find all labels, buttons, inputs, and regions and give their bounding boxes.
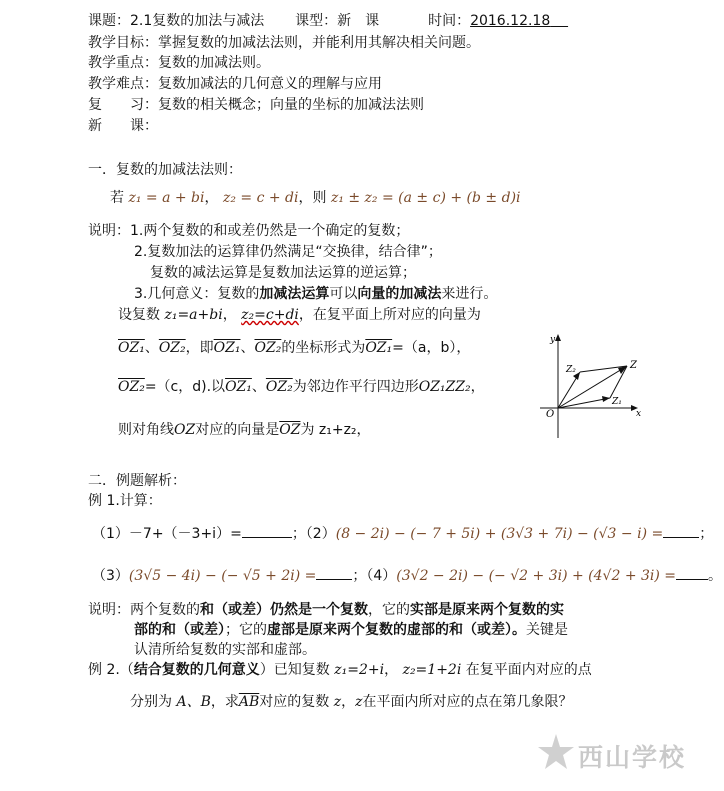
rule-formula: z₁ ± z₂ = (a ± c) + (b ± d)i [330,190,521,206]
lesson-type: 课型：新 课 [295,13,380,29]
geom-l2-val: =（a，b）， [392,340,471,356]
explain-c: ，它的 [368,602,410,618]
geom-l1-b: ，在复平面上所对应的向量为 [298,307,481,323]
q3-expression: (3√5 − 4i) − (− √5 + 2i) = [128,568,317,584]
section2-heading: 二．例题解析： [88,473,186,489]
geom-l4-a: 则对角线 [118,422,174,438]
parallelogram-name: OZ₁ZZ₂ [418,379,471,395]
y-label: y [550,335,556,345]
note-4-d: 向量的加减法 [357,286,442,302]
vector-oz1: OZ₁ [225,379,252,395]
school-watermark [532,728,712,778]
q2-label: ；（2） [291,526,336,542]
review: 复 习：复数的相关概念；向量的坐标的加减法法则 [88,97,424,113]
origin-label: O [546,409,555,420]
z1-label: Z₁ [612,397,622,407]
geom-z1: z₁=a+bi [164,307,223,323]
q4-label: ；（4） [352,568,397,584]
geom-l3-val: =（c，d).以 [144,379,226,395]
example-1-title: 例 1.计算： [88,493,162,509]
vector-oz1: OZ₁ [118,340,145,356]
diagonal-oz: OZ [174,422,196,438]
vector-oz1: OZ₁ [365,340,393,356]
geom-line-2 [118,338,470,358]
explain-b: 和（或差）仍然是一个复数 [200,602,368,618]
ex2-z-b: z [355,694,363,710]
explain-h: 关键是 [526,622,568,638]
y-axis-arrow [555,334,561,341]
vector-oz2: OZ₂ [158,340,186,356]
note-3: 复数的减法运算是复数加法运算的逆运算； [150,265,416,281]
explain-g: 虚部是原来两个复数的虚部的和（或差）。 [267,622,526,638]
teaching-difficulty: 教学难点：复数加减法的几何意义的理解与应用 [88,76,382,92]
ex2-k: ， [341,694,356,710]
geom-l4-b: 对应的向量是 [195,422,280,438]
example-1-row-2 [92,566,722,586]
geom-line-1: 设复数 z₁=a+bi， z₂=c+di，在复平面上所对应的向量为 [118,307,481,323]
section1-heading: 一．复数的加减法法则： [88,162,242,178]
x-label: x [636,409,642,419]
explain-line-1 [88,600,564,620]
geom-z2: z₂=c+di [241,307,299,323]
note-4-a: 3.几何意义：复数的 [134,286,260,302]
q2-semi: ； [699,526,714,542]
z-label: Z [630,360,637,371]
explain-f: ；它的 [225,622,267,638]
note-1: 说明：1.两个复数的和或差仍然是一个确定的复数； [88,223,410,239]
explain-line-3: 认清所给复数的实部和虚部。 [134,642,316,658]
ex2-c: ）已知复数 [259,662,330,678]
q2-blank [663,537,699,538]
ex2-b: 结合复数的几何意义 [133,662,260,678]
new-lesson: 新 课： [88,118,158,134]
geom-line-3: OZ₂=（c，d).以OZ₁、OZ₂为邻边作平行四边形OZ₁ZZ₂， [118,379,485,395]
note-4-e: 来进行。 [441,286,498,302]
ex2-d: 在复平面内对应的点 [465,662,592,678]
teaching-goal: 教学目标：掌握复数的加减法法则，并能利用其解决相关问题。 [88,35,480,51]
vector-parallelogram-figure [532,330,652,440]
ex2-g: ，求 [210,694,239,710]
example-2-line-2 [130,692,573,712]
ex2-m: 在平面内所对应的点在第几象限？ [362,694,573,710]
vector-oz1: OZ₁ [213,340,241,356]
watermark-text: 西山学校 [578,743,687,772]
ex2-e: 分别为 [130,694,172,710]
topic: 课题：2.1复数的加法与减法 [88,13,265,29]
explain-a: 说明：两个复数的 [88,602,200,618]
ex2-z2: z₂=1+2i [402,662,462,678]
z2-label: Z₂ [566,365,576,375]
z1-def: z₁ = a + bi [128,190,205,206]
z1-arrowhead [602,396,610,402]
z2-def: z₂ = c + di [222,190,299,206]
geom-l1-a: 设复数 [118,307,160,323]
q1: （1）－7+（－3+i）= [92,526,242,542]
vector-oz: $\overline{OZ}$ [279,422,301,438]
q1-blank [242,537,292,538]
rule-line: 若 z₁ = a + bi， z₂ = c + di，则 z₁ ± z₂ = (a ± c) + (b ± d)i [110,190,521,206]
time-value: 2016.12.18 [470,13,551,29]
q2-expression: (8 − 2i) − (− 7 + 5i) + (3√3 + 7i) − (√3 − i) = [335,526,664,542]
q3-blank [316,579,352,580]
note-2: 2.复数加法的运算律仍然满足“交换律，结合律”； [134,244,442,260]
example-2-line-1: 例 2.（结合复数的几何意义）已知复数 z₁=2+i， z₂=1+2i 在复平面内对应的点 [88,662,592,678]
vector-oz2: OZ₂ [265,379,293,395]
geom-line-4 [118,420,371,440]
q3-label: （3） [92,568,129,584]
geom-l3-end: 为邻边作平行四边形 [292,379,419,395]
sep: 、 [251,379,266,395]
ex2-z1: z₁=2+i [334,662,385,678]
geom-l4-c: 为 z₁+z₂， [300,422,371,438]
explain-e: 部的和（或差） [134,622,225,638]
vector-oz2: OZ₂ [254,340,282,356]
explain-d: 实部是原来两个复数的实 [410,602,564,618]
vector-ab: $\overline{AB}$ [238,694,260,710]
note-4-c: 可以 [329,286,358,302]
q4-blank [676,579,708,580]
watermark-star-icon [536,732,576,772]
time-label: 时间： [428,13,471,29]
geom-l2-end: 的坐标形式为 [281,340,366,356]
note-4 [134,284,497,304]
ex2-points: A、B [176,694,211,710]
rule-prefix: 若 [110,190,124,206]
q4-period: 。 [708,568,723,584]
ex2-i: 对应的复数 [259,694,330,710]
ex2-z: z [333,694,342,710]
teaching-key: 教学重点：复数的加减法则。 [88,55,270,71]
vector-oz2: OZ₂ [118,379,145,395]
sep: 、 [144,340,159,356]
header-line [88,11,568,31]
example-1-row-1 [92,524,713,544]
explain-line-2 [134,620,568,640]
rule-mid: ，则 [298,190,327,206]
q4-expression: (3√2 − 2i) − (− √2 + 3i) + (4√2 + 3i) = [396,568,677,584]
sep: 、 [240,340,255,356]
note-4-b: 加减法运算 [259,286,330,302]
ex2-a: 例 2.（ [88,662,134,678]
geom-l2-mid: ，即 [185,340,214,356]
